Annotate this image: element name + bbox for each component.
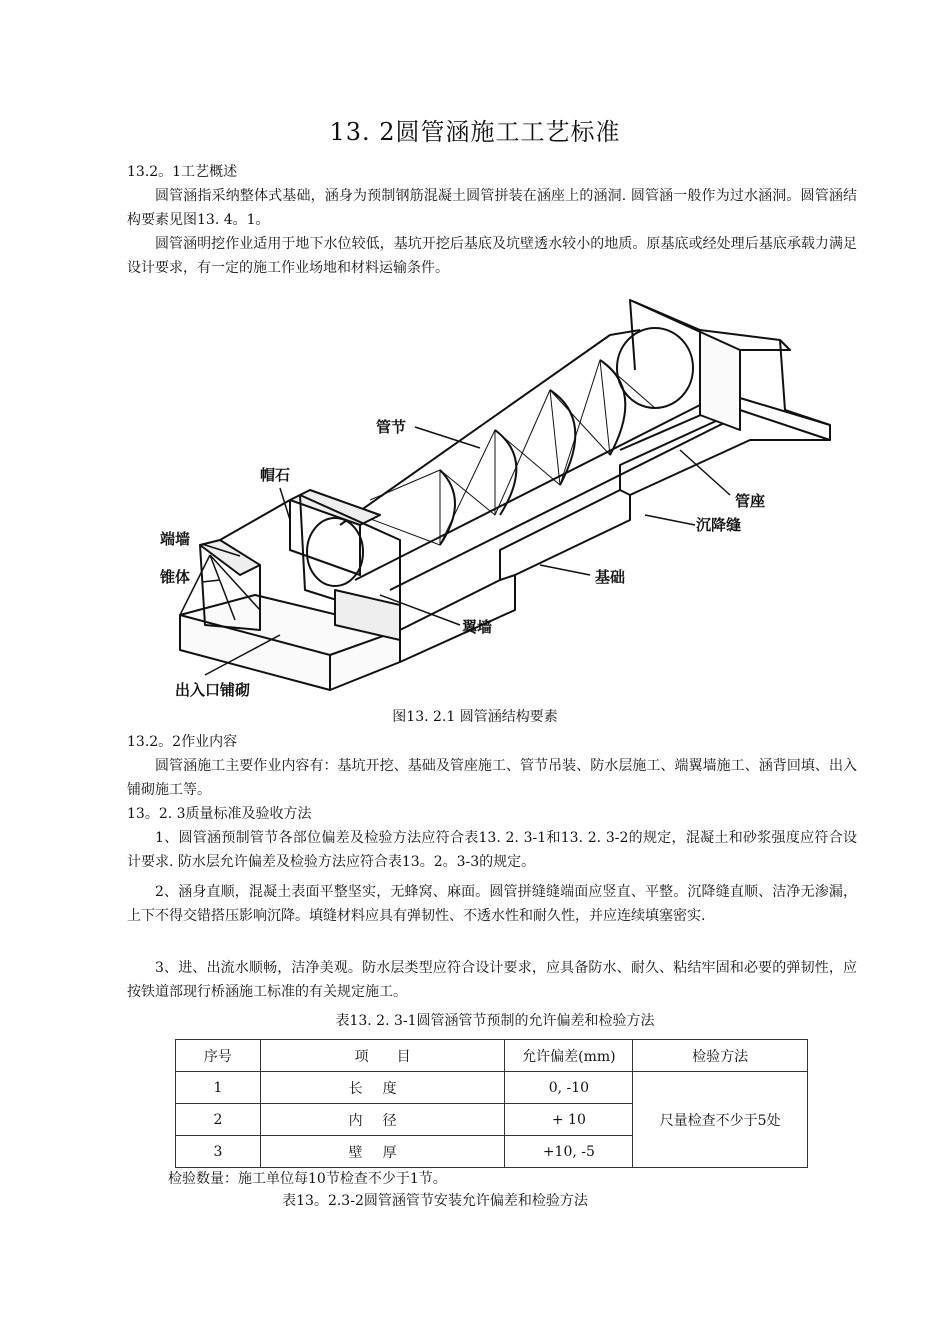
header-item: 项 目 [260, 1040, 505, 1072]
section-heading-1: 13.2。1工艺概述 [127, 164, 238, 180]
cell-item: 内径 [260, 1104, 505, 1136]
paragraph-overview-1: 圆管涵指采纳整体式基础，涵身为预制钢筋混凝土圆管拼装在涵座上的涵洞. 圆管涵一般作为过水涵洞。圆管涵结构要素见图13. 4。1。 [127, 188, 857, 228]
header-tolerance: 允许偏差(mm) [505, 1040, 633, 1072]
cell-no: 2 [176, 1104, 261, 1136]
cell-item: 壁厚 [260, 1136, 505, 1168]
tolerance-table [175, 1039, 808, 1168]
paragraph-quality-1: 1、圆管涵预制管节各部位偏差及检验方法应符合表13. 2. 3-1和13. 2. 3-2的规定，混凝土和砂浆强度应符合设计要求. 防水层允许偏差及检验方法应符合表13。2。3-3的规定。 [127, 830, 857, 870]
table1-note: 检验数量：施工单位每10节检查不少于1节。 [168, 1171, 447, 1187]
label-seat: 管座 [735, 492, 766, 510]
paragraph-quality-2: 2、涵身直顺，混凝土表面平整坚实，无蜂窝、麻面。圆管拼缝缝端面应竖直、平整。沉降缝直顺、洁净无渗漏，上下不得交错搭压影响沉降。填缝材料应具有弹韧性、不透水性和耐久性，并应连续填塞密实. [127, 884, 857, 924]
header-no: 序号 [176, 1040, 261, 1072]
culvert-structure-figure [140, 290, 840, 700]
cell-no: 1 [176, 1072, 261, 1104]
cell-item: 长度 [260, 1072, 505, 1104]
cell-no: 3 [176, 1136, 261, 1168]
figure-caption: 图13. 2.1 圆管涵结构要素 [392, 709, 558, 725]
label-joint: 沉降缝 [696, 516, 742, 534]
section-heading-2: 13.2。2作业内容 [127, 734, 238, 750]
label-cap-stone: 帽石 [260, 466, 291, 484]
table2-caption: 表13。2.3-2圆管涵管节安装允许偏差和检验方法 [282, 1193, 588, 1209]
table-row [176, 1072, 808, 1104]
label-cone: 锥体 [160, 568, 191, 586]
cell-tolerance: 0, -10 [505, 1072, 633, 1104]
paragraph-overview-2: 圆管涵明挖作业适用于地下水位较低，基坑开挖后基底及坑壁透水较小的地质。原基底或经处理后基底承载力满足设计要求，有一定的施工作业场地和材料运输条件。 [127, 236, 857, 276]
header-method: 检验方法 [633, 1040, 808, 1072]
label-pipe: 管节 [376, 418, 407, 436]
label-wing-wall: 翼墙 [462, 618, 493, 636]
label-foundation: 基础 [595, 568, 626, 586]
cell-tolerance: +10, -5 [505, 1136, 633, 1168]
paragraph-quality-3: 3、进、出流水顺畅，洁净美观。防水层类型应符合设计要求，应具备防水、耐久、粘结牢固和必要的弹韧性，应按铁道部现行桥涵施工标准的有关规定施工。 [127, 960, 857, 1000]
culvert-diagram [140, 290, 840, 700]
section-heading-3: 13。2. 3质量标准及验收方法 [127, 806, 312, 822]
paragraph-work-content: 圆管涵施工主要作业内容有：基坑开挖、基础及管座施工、管节吊装、防水层施工、端翼墙施工、涵背回填、出入铺砌施工等。 [127, 758, 857, 798]
cell-tolerance: + 10 [505, 1104, 633, 1136]
page-title: 13. 2圆管涵施工工艺标准 [329, 118, 621, 146]
label-paving: 出入口铺砌 [175, 681, 251, 699]
table1-caption: 表13. 2. 3-1圆管涵管节预制的允许偏差和检验方法 [335, 1013, 655, 1029]
diagram-linework [180, 300, 830, 690]
cell-method: 尺量检查不少于5处 [633, 1072, 808, 1168]
table-header-row [176, 1040, 808, 1072]
label-end-wall: 端墙 [160, 530, 191, 548]
